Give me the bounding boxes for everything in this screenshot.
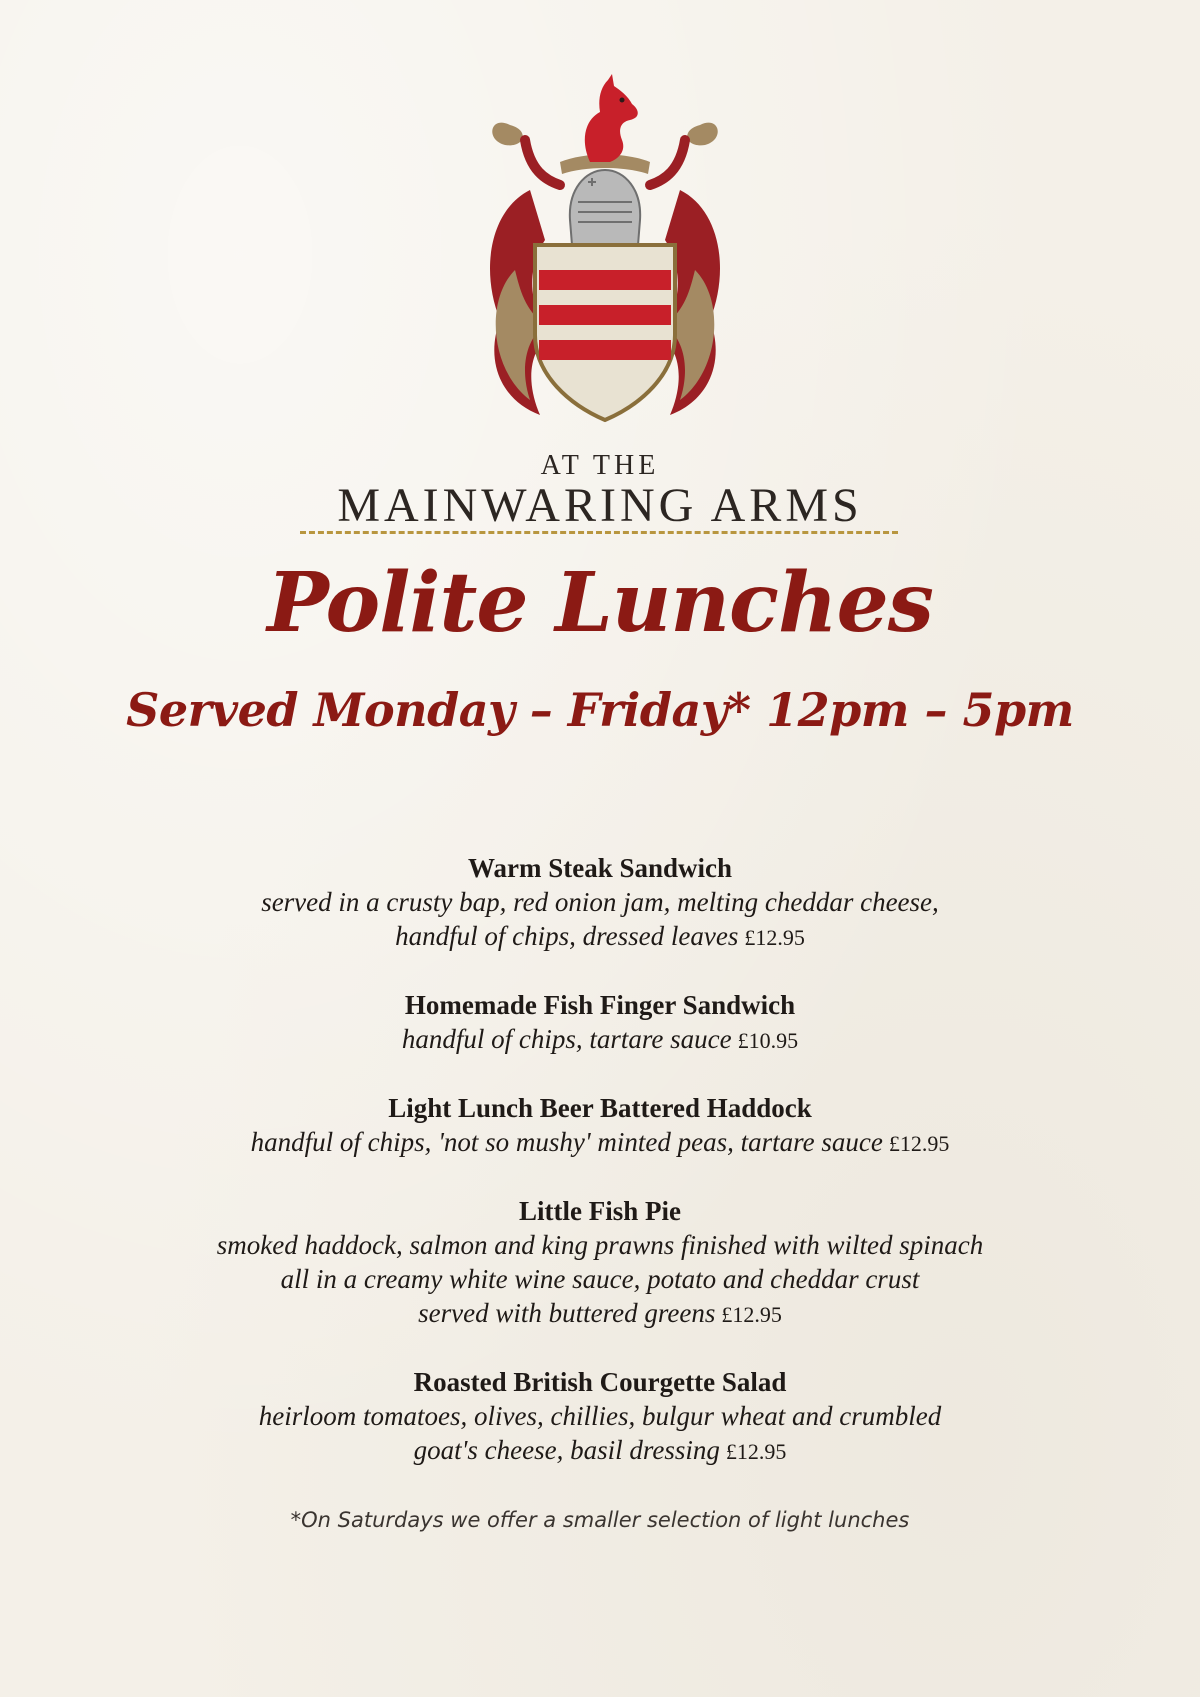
- dish-description: handful of chips, 'not so mushy' minted peas, tartare sauce: [250, 1127, 883, 1157]
- dish-description: served with buttered greens: [418, 1298, 716, 1328]
- dish-description-end: [0, 1296, 1200, 1332]
- dish-name: Homemade Fish Finger Sandwich: [404, 990, 796, 1020]
- gold-divider: [300, 531, 898, 534]
- dish-description: goat's cheese, basil dressing: [413, 1435, 720, 1465]
- dish-description-end: [0, 919, 1200, 955]
- dish-description-end: [0, 1022, 1200, 1058]
- dish-name: Roasted British Courgette Salad: [413, 1367, 787, 1397]
- dish-description: handful of chips, tartare sauce: [401, 1024, 732, 1054]
- dish-description: served in a crusty bap, red onion jam, melting cheddar cheese,: [261, 887, 939, 917]
- dish-description-end: [0, 1125, 1200, 1161]
- dish-price: £10.95: [737, 1028, 799, 1053]
- menu-item: [0, 988, 1200, 1058]
- dish-name: Warm Steak Sandwich: [467, 853, 733, 883]
- dish-price: £12.95: [721, 1302, 782, 1327]
- dish-description: all in a creamy white wine sauce, potato and cheddar crust: [280, 1264, 920, 1294]
- dish-price: £12.95: [888, 1131, 950, 1156]
- page-title: Polite Lunches: [267, 555, 933, 651]
- dish-price: £12.95: [725, 1439, 787, 1464]
- coat-of-arms-icon: [470, 70, 740, 450]
- menu-item: [0, 1091, 1200, 1161]
- menu-item: [0, 1194, 1200, 1332]
- dish-name: Little Fish Pie: [519, 1196, 681, 1226]
- dish-description: heirloom tomatoes, olives, chillies, bulgur wheat and crumbled: [258, 1401, 942, 1431]
- brand-prefix: AT THE: [540, 450, 660, 481]
- dish-description: handful of chips, dressed leaves: [395, 921, 739, 951]
- serving-hours: Served Monday – Friday* 12pm – 5pm: [126, 683, 1074, 737]
- dish-description: smoked haddock, salmon and king prawns finished with wilted spinach: [216, 1230, 984, 1260]
- menu-item: [0, 851, 1200, 955]
- dish-name: Light Lunch Beer Battered Haddock: [388, 1093, 812, 1123]
- venue-name: MAINWARING ARMS: [337, 479, 863, 532]
- saturday-footnote: *On Saturdays we offer a smaller selection of light lunches: [290, 1508, 910, 1532]
- dish-description-end: [0, 1433, 1200, 1469]
- dish-price: £12.95: [744, 925, 805, 950]
- menu-item: [0, 1365, 1200, 1469]
- menu-list: [0, 851, 1200, 1469]
